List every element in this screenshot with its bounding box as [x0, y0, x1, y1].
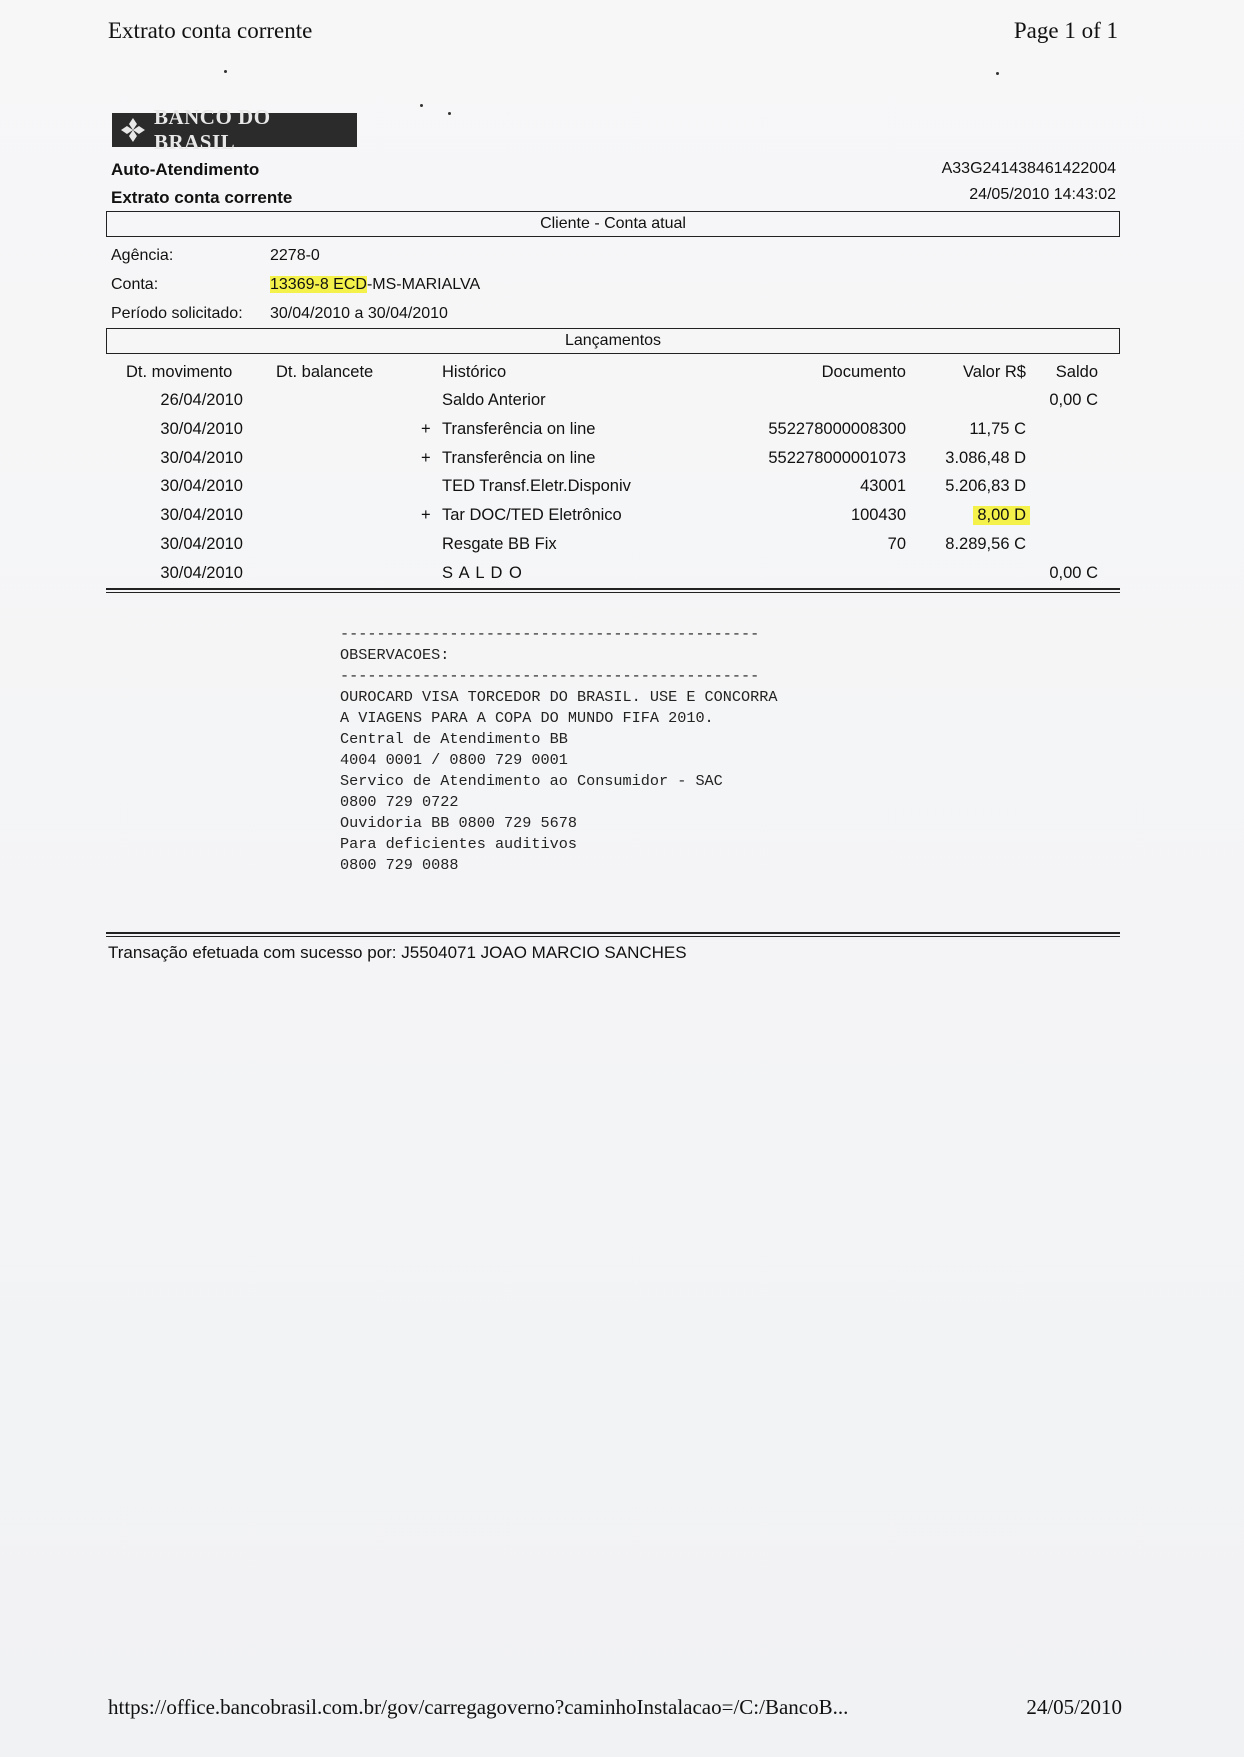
row-documento: 43001 — [860, 477, 906, 496]
scan-speck — [224, 70, 227, 73]
row-saldo: 0,00 C — [1049, 391, 1098, 409]
table-row — [0, 420, 1244, 448]
table-bottom-rule — [106, 588, 1120, 590]
periodo-value: 30/04/2010 a 30/04/2010 — [270, 305, 448, 322]
row-documento: 100430 — [850, 506, 906, 525]
obs-dashes-bottom: ---------------------------------------------- — [340, 667, 760, 685]
scan-speck — [448, 112, 451, 115]
conta-highlighted: 13369-8 ECD — [270, 276, 367, 293]
emission-datetime: 24/05/2010 14:43:02 — [969, 186, 1116, 203]
obs-title: OBSERVACOES: — [340, 646, 450, 664]
obs-line: 0800 729 0722 — [340, 793, 459, 811]
row-valor: 8.289,56 C — [945, 535, 1026, 553]
row-saldo: 0,00 C — [1049, 563, 1098, 582]
col-dt-balancete: Dt. balancete — [276, 363, 374, 381]
table-row — [0, 535, 1244, 563]
obs-line: A VIAGENS PARA A COPA DO MUNDO FIFA 2010. — [340, 709, 714, 727]
row-dt-movimento: 30/04/2010 — [160, 477, 243, 496]
row-historico: TED Transf.Eletr.Disponiv — [442, 477, 631, 496]
print-page-number: Page 1 of 1 — [1013, 18, 1118, 43]
col-valor: Valor R$ — [963, 363, 1026, 381]
table-row — [0, 449, 1244, 477]
row-documento: 552278000008300 — [768, 419, 906, 438]
client-section-header: Cliente - Conta atual — [106, 211, 1120, 237]
table-header-row — [0, 363, 1244, 391]
conta-label: Conta: — [111, 276, 159, 293]
obs-line: Para deficientes auditivos — [340, 835, 577, 853]
row-dt-movimento: 30/04/2010 — [160, 563, 243, 582]
row-sign: + — [421, 506, 431, 525]
transaction-status: Transação efetuada com sucesso por: J5504071 JOAO MARCIO SANCHES — [108, 943, 687, 962]
row-historico: Transferência on line — [442, 448, 596, 467]
row-dt-movimento: 26/04/2010 — [160, 391, 243, 409]
bank-emblem-icon — [120, 117, 146, 143]
row-historico: Resgate BB Fix — [442, 535, 557, 553]
observacoes-block — [340, 624, 777, 876]
table-bottom-rule-thin — [106, 592, 1120, 593]
conta-rest: -MS-MARIALVA — [366, 276, 481, 293]
row-sign: + — [421, 448, 431, 467]
print-title: Extrato conta corrente — [108, 18, 313, 43]
row-dt-movimento: 30/04/2010 — [160, 448, 243, 467]
row-valor: 5.206,83 D — [945, 477, 1026, 496]
row-dt-movimento: 30/04/2010 — [160, 419, 243, 438]
agencia-label: Agência: — [111, 247, 174, 264]
obs-line: 0800 729 0088 — [340, 856, 459, 874]
banco-do-brasil-logo — [112, 105, 357, 154]
footer-url: https://office.bancobrasil.com.br/gov/carregagoverno?caminhoInstalacao=/C:/BancoB... — [108, 1695, 849, 1719]
row-documento: 552278000001073 — [768, 448, 906, 467]
table-row — [0, 391, 1244, 419]
row-dt-movimento: 30/04/2010 — [160, 506, 243, 525]
row-documento: 70 — [887, 535, 906, 553]
row-valor: 3.086,48 D — [945, 448, 1026, 467]
app-name: Auto-Atendimento — [111, 160, 260, 179]
table-row — [0, 506, 1244, 534]
scan-speck — [996, 72, 999, 75]
row-historico: Saldo Anterior — [442, 391, 546, 409]
col-saldo: Saldo — [1055, 363, 1098, 381]
row-valor: 8,00 D — [973, 506, 1030, 525]
row-sign: + — [421, 419, 431, 438]
obs-line: OUROCARD VISA TORCEDOR DO BRASIL. USE E CONCORRA — [340, 688, 778, 706]
footer-date: 24/05/2010 — [1026, 1695, 1122, 1719]
row-historico: Transferência on line — [442, 419, 596, 438]
row-dt-movimento: 30/04/2010 — [160, 535, 243, 553]
obs-line: 4004 0001 / 0800 729 0001 — [340, 751, 568, 769]
transaction-rule-thin — [106, 936, 1120, 937]
row-historico: Tar DOC/TED Eletrônico — [442, 506, 622, 525]
col-historico: Histórico — [442, 363, 507, 381]
scan-speck — [420, 104, 423, 107]
conta-value — [270, 276, 480, 294]
col-documento: Documento — [821, 363, 906, 381]
transaction-rule — [106, 932, 1120, 934]
report-name: Extrato conta corrente — [111, 188, 293, 207]
lancamentos-section-header: Lançamentos — [106, 328, 1120, 354]
obs-line: Ouvidoria BB 0800 729 5678 — [340, 814, 577, 832]
obs-line: Central de Atendimento BB — [340, 730, 568, 748]
col-dt-movimento: Dt. movimento — [126, 363, 233, 381]
obs-line: Servico de Atendimento ao Consumidor - SAC — [340, 772, 723, 790]
obs-lines — [340, 687, 777, 876]
row-historico: S A L D O — [442, 563, 523, 582]
obs-dashes-top: ---------------------------------------------- — [340, 625, 760, 643]
document-code: A33G241438461422004 — [941, 160, 1116, 177]
logo-text: BANCO DO BRASIL — [153, 105, 271, 154]
periodo-label: Período solicitado: — [111, 305, 243, 322]
row-valor: 11,75 C — [969, 419, 1026, 438]
agencia-value: 2278-0 — [270, 247, 320, 264]
table-row — [0, 477, 1244, 505]
